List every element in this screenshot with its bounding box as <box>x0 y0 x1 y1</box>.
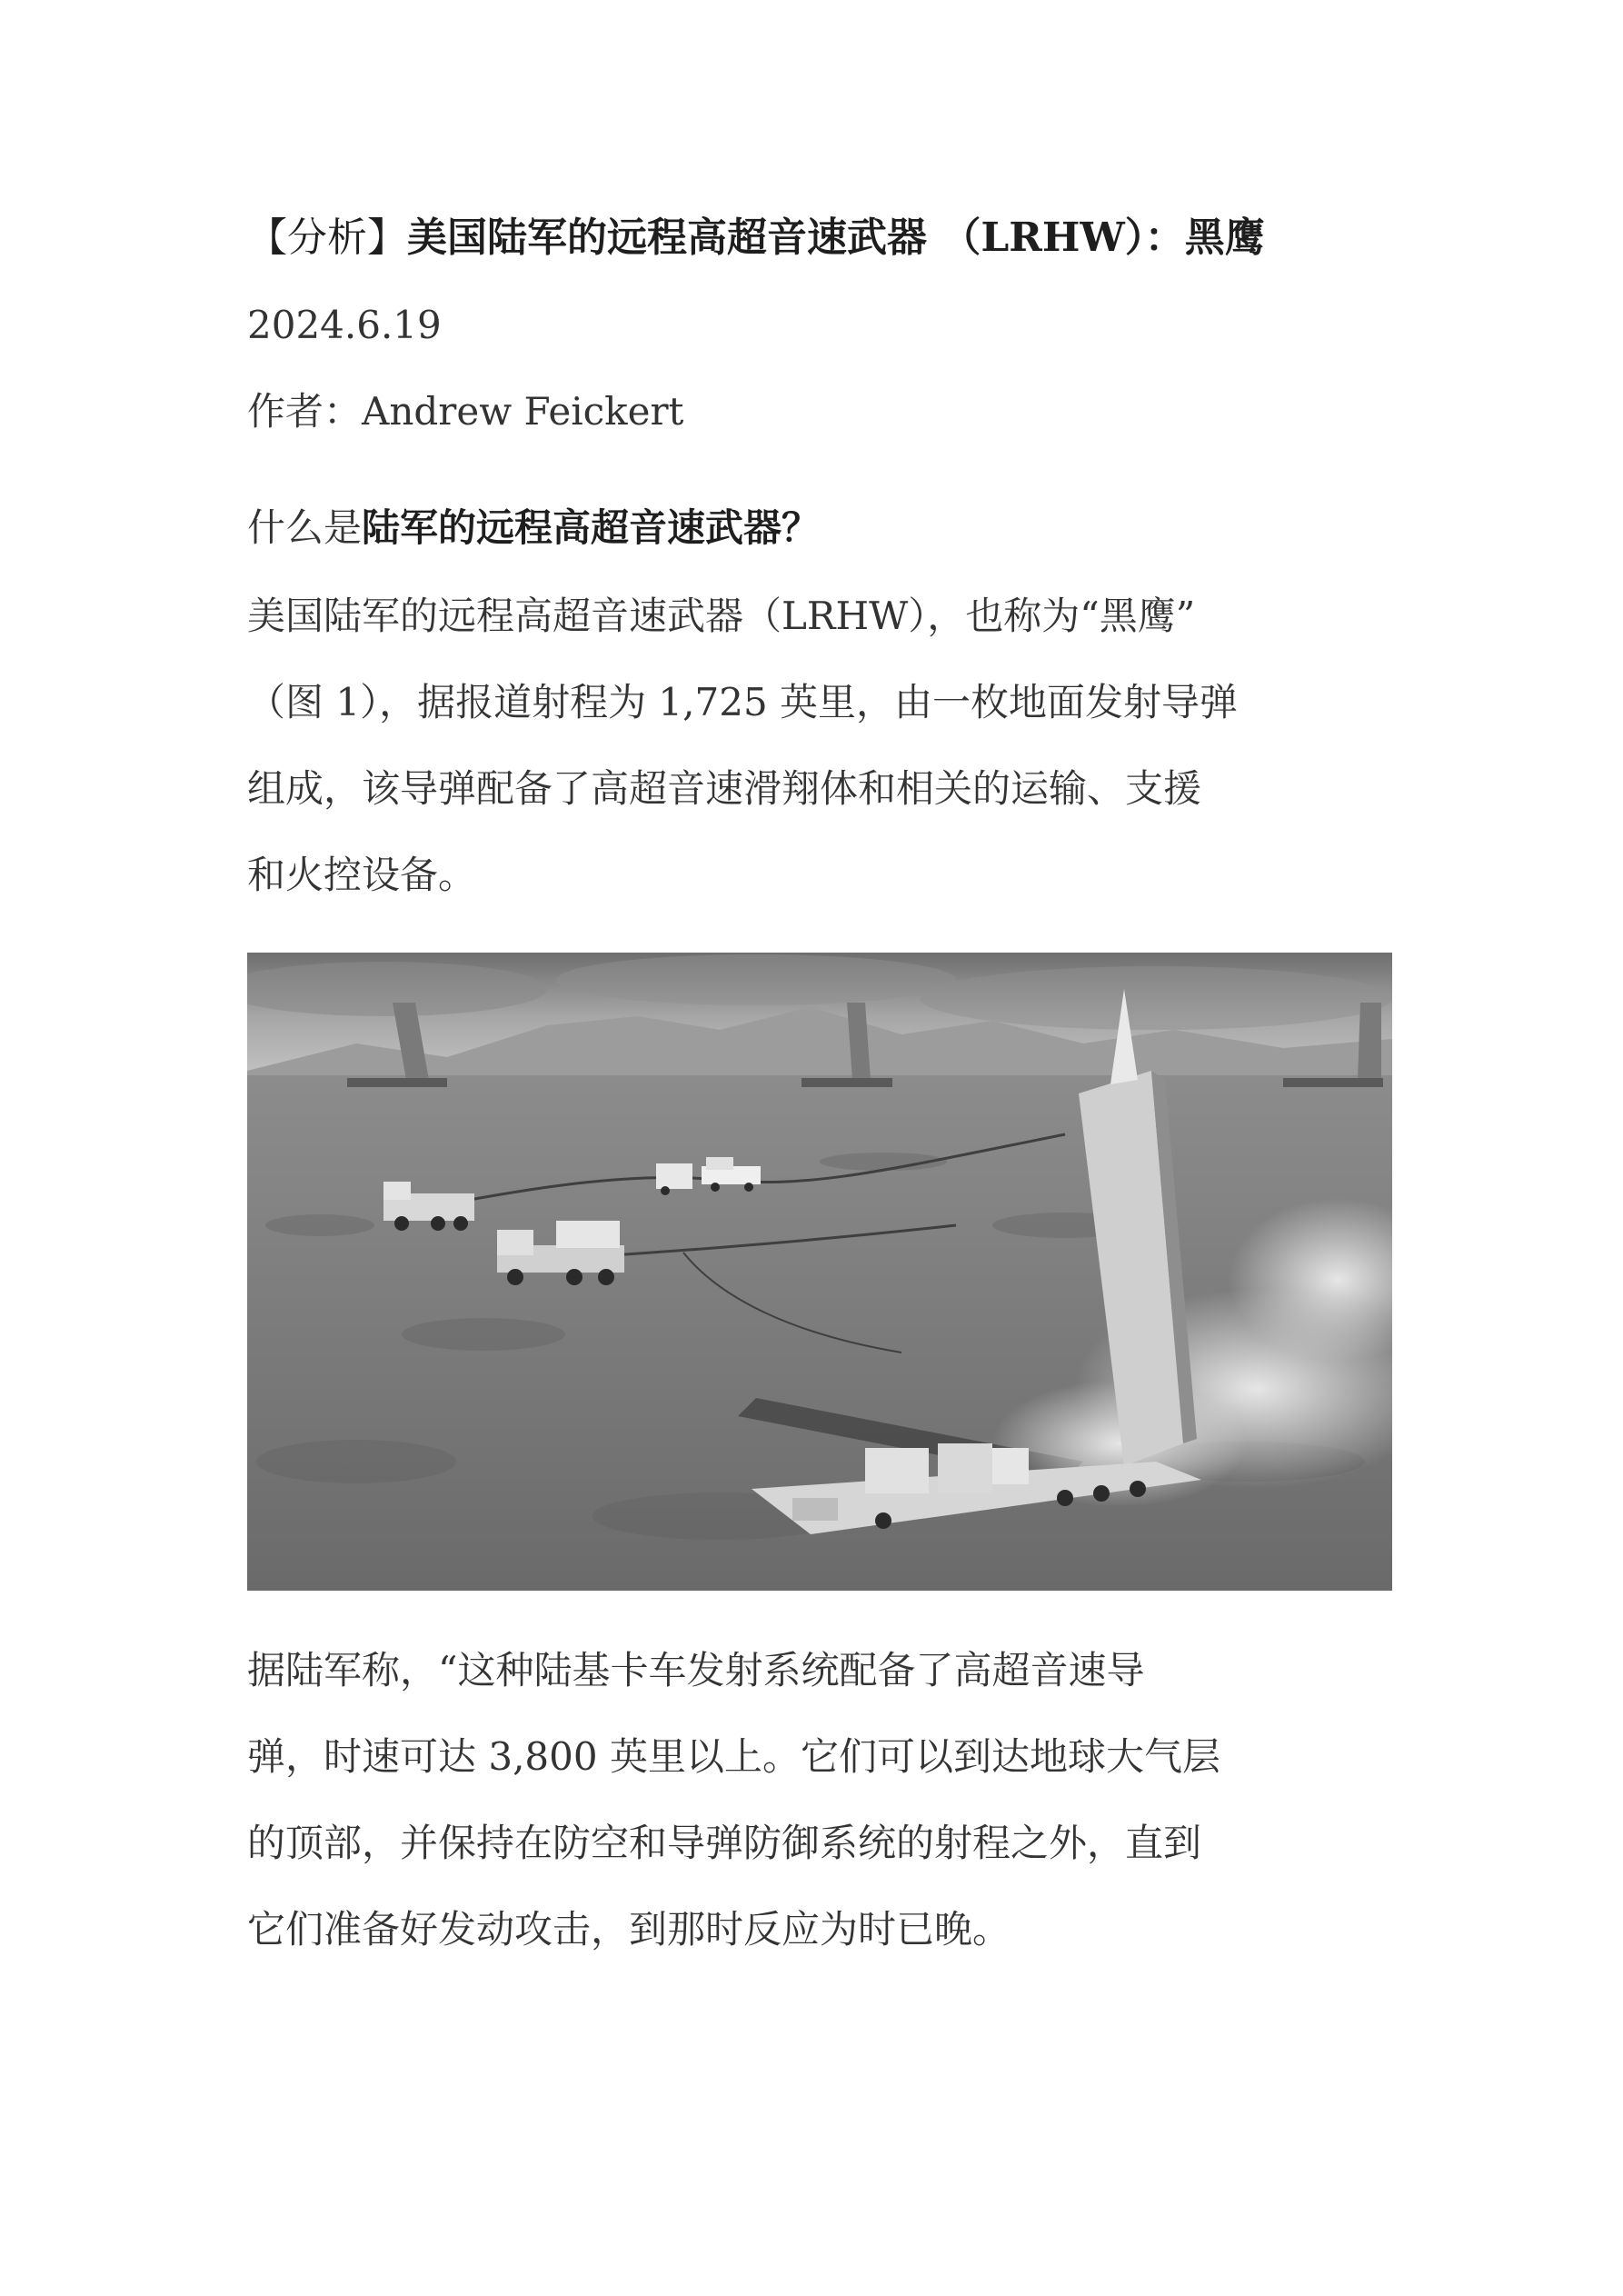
paragraph-line: 弹，时速可达 3,800 英里以上。它们可以到达地球大气层 <box>247 1734 1220 1779</box>
paragraph-line: 据陆军称，“这种陆基卡车发射系统配备了高超音速导 <box>247 1648 1145 1692</box>
paragraph-line: （图 1），据报道射程为 1,725 英里，由一枚地面发射导弹 <box>247 680 1239 724</box>
paragraph-line: 组成，该导弹配备了高超音速滑翔体和相关的运输、支援 <box>247 766 1202 811</box>
title-main: 美国陆军的远程高超音速武器 （LRHW）：黑鹰 <box>407 215 1265 261</box>
paragraph-army-quote <box>247 1627 1392 1972</box>
missile-launch-photo <box>247 953 1392 1591</box>
question-prefix: 什么是 <box>247 505 363 550</box>
paragraph-intro <box>247 573 1392 918</box>
article-title <box>247 211 1392 265</box>
title-prefix: 【分析】 <box>247 215 407 261</box>
question-strong: 陆军的远程高超音速武器？ <box>362 505 821 550</box>
paragraph-line: 美国陆军的远程高超音速武器（LRHW），也称为“黑鹰” <box>247 594 1196 638</box>
paragraph-line: 和火控设备。 <box>247 853 477 897</box>
photo-illustration <box>247 953 1392 1591</box>
paragraph-line: 的顶部，并保持在防空和导弹防御系统的射程之外，直到 <box>247 1821 1202 1865</box>
article-author: 作者：Andrew Feickert <box>247 389 684 434</box>
article-date: 2024.6.19 <box>247 303 442 347</box>
section-question <box>247 503 820 554</box>
paragraph-line: 它们准备好发动攻击，到那时反应为时已晚。 <box>247 1907 1011 1952</box>
